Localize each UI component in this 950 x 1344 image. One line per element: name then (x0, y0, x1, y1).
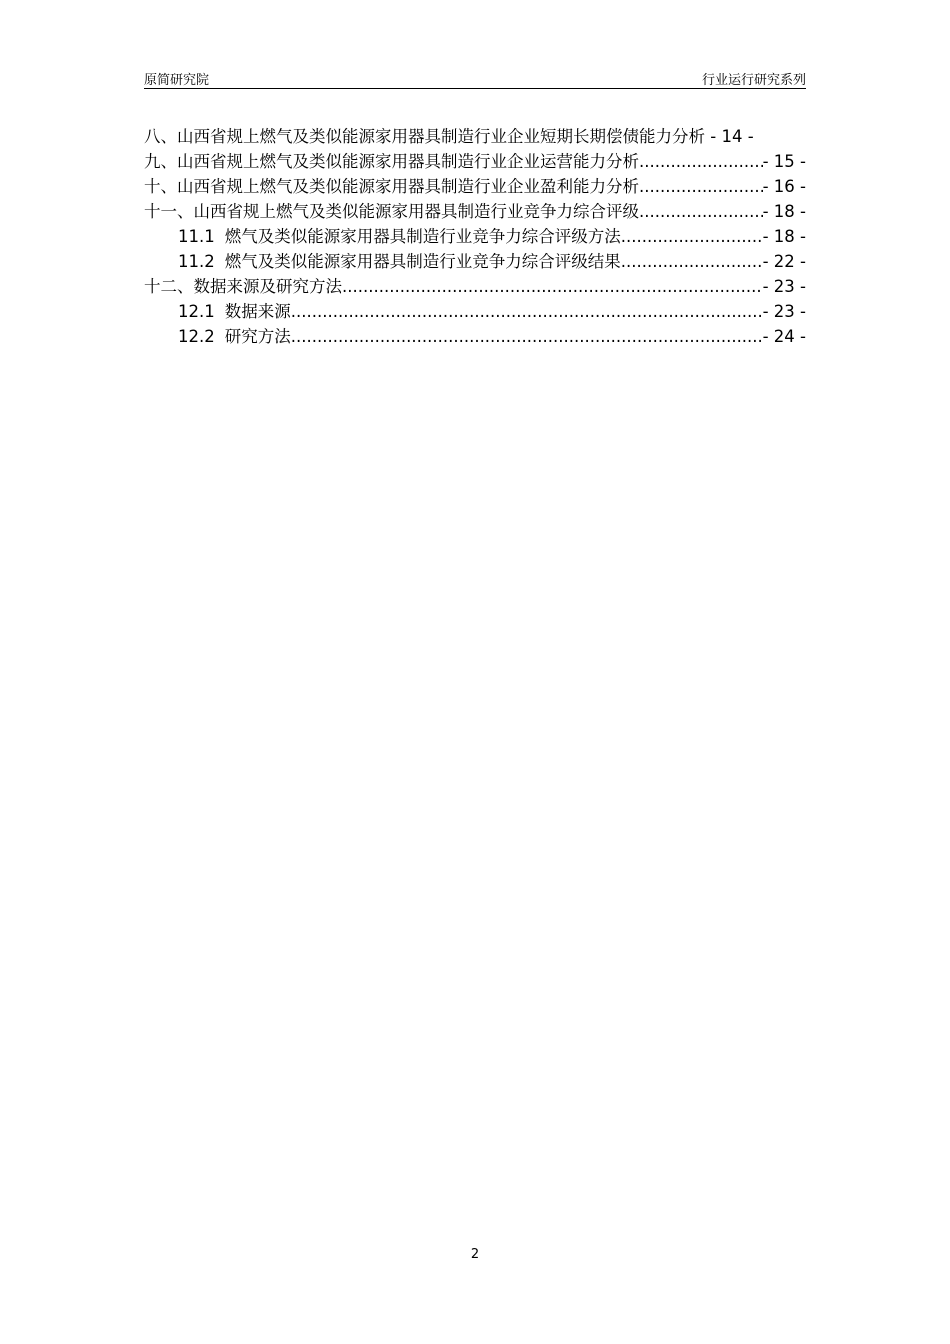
toc-subentry-number: 12.2 (178, 327, 215, 346)
page-header (144, 67, 806, 89)
toc-entry[interactable] (144, 124, 806, 149)
toc-entry-page: - 15 - (762, 152, 806, 171)
toc-entry-title: 十、山西省规上燃气及类似能源家用器具制造行业企业盈利能力分析 (144, 177, 639, 196)
toc-subentry[interactable] (144, 324, 806, 349)
toc-entry-title: 九、山西省规上燃气及类似能源家用器具制造行业企业运营能力分析 (144, 152, 639, 171)
toc-entry-title: 十一、山西省规上燃气及类似能源家用器具制造行业竞争力综合评级 (144, 202, 639, 221)
toc-entry-title: 八、山西省规上燃气及类似能源家用器具制造行业企业短期长期偿债能力分析 (144, 127, 705, 146)
toc-entry-page: - 16 - (762, 177, 806, 196)
toc-leader-dots (639, 174, 763, 199)
toc-entry-page: - 22 - (762, 252, 806, 271)
toc-subentry-title: 燃气及类似能源家用器具制造行业竞争力综合评级方法 (224, 227, 621, 246)
toc-subentry[interactable] (144, 224, 806, 249)
table-of-contents (144, 124, 806, 349)
toc-subentry-number: 11.2 (178, 252, 215, 271)
toc-entry-page: - 14 - (710, 127, 754, 146)
toc-entry[interactable] (144, 199, 806, 224)
toc-leader-dots (291, 299, 763, 324)
toc-leader-dots (639, 149, 763, 174)
header-series-title: 行业运行研究系列 (701, 73, 806, 88)
toc-entry-page: - 23 - (762, 302, 806, 321)
toc-entry-page: - 18 - (762, 227, 806, 246)
toc-entry-page: - 23 - (762, 277, 806, 296)
page-number: 2 (470, 1247, 480, 1262)
toc-entry-page: - 18 - (762, 202, 806, 221)
toc-leader-dots (621, 224, 763, 249)
toc-leader-dots (342, 274, 763, 299)
toc-subentry-title: 研究方法 (224, 327, 291, 346)
toc-subentry[interactable] (144, 249, 806, 274)
toc-entry[interactable] (144, 174, 806, 199)
toc-leader-dots (621, 249, 763, 274)
header-organization: 原简研究院 (144, 73, 210, 88)
toc-entry-page: - 24 - (762, 327, 806, 346)
toc-entry[interactable] (144, 149, 806, 174)
toc-entry[interactable] (144, 274, 806, 299)
toc-subentry-number: 11.1 (178, 227, 215, 246)
toc-subentry-number: 12.1 (178, 302, 215, 321)
toc-subentry-title: 数据来源 (224, 302, 291, 321)
toc-subentry-title: 燃气及类似能源家用器具制造行业竞争力综合评级结果 (224, 252, 621, 271)
toc-leader-dots (291, 324, 763, 349)
toc-leader-dots (639, 199, 763, 224)
toc-subentry[interactable] (144, 299, 806, 324)
toc-entry-title: 十二、数据来源及研究方法 (144, 277, 342, 296)
